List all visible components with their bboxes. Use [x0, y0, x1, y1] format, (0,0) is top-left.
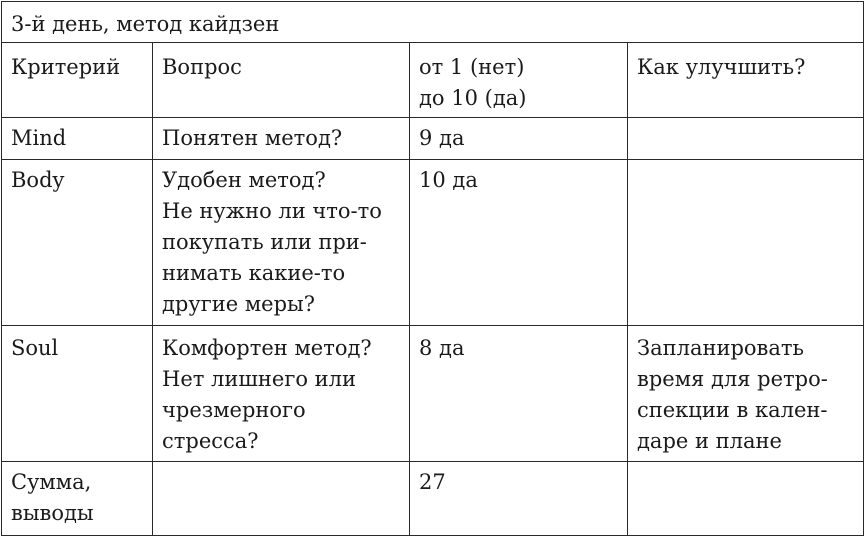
table-title: 3-й день, метод кайдзен	[2, 2, 864, 43]
cell-line: Mind	[11, 126, 67, 150]
cell-improve	[628, 326, 864, 462]
cell-line: Нет лишнего или	[162, 367, 356, 391]
cell-line: Понятен метод?	[162, 126, 343, 150]
table-header-row	[2, 43, 864, 118]
table-row-mind	[2, 118, 864, 160]
header-score-line: от 1 (нет)	[419, 55, 525, 79]
cell-improve	[628, 118, 864, 160]
cell-score: 9 да	[410, 118, 628, 160]
cell-line: чрезмерного	[162, 398, 306, 422]
cell-line: Запланировать	[637, 336, 804, 360]
cell-question	[153, 462, 410, 536]
cell-line: Soul	[11, 336, 59, 360]
cell-line: Body	[11, 168, 65, 192]
cell-line: стресса?	[162, 429, 259, 453]
cell-criterion	[2, 118, 153, 160]
cell-question	[153, 160, 410, 326]
cell-line: Комфортен метод?	[162, 336, 372, 360]
cell-line: выводы	[11, 501, 94, 525]
cell-question	[153, 326, 410, 462]
cell-score: 27	[410, 462, 628, 536]
cell-line: спекции в кален-	[637, 398, 828, 422]
cell-line: Сумма,	[11, 470, 92, 494]
header-score	[410, 43, 628, 118]
header-improve: Как улучшить?	[628, 43, 864, 118]
cell-criterion	[2, 326, 153, 462]
cell-improve	[628, 160, 864, 326]
cell-criterion	[2, 462, 153, 536]
cell-criterion	[2, 160, 153, 326]
table-row-sum	[2, 462, 864, 536]
header-question: Вопрос	[153, 43, 410, 118]
cell-question	[153, 118, 410, 160]
table-row-body	[2, 160, 864, 326]
cell-line: даре и плане	[637, 429, 782, 453]
cell-line: нимать какие-то	[162, 261, 346, 285]
cell-line: Удобен метод?	[162, 168, 326, 192]
cell-line: другие меры?	[162, 292, 316, 316]
table-row-soul	[2, 326, 864, 462]
header-score-line: до 10 (да)	[419, 86, 527, 110]
cell-line: Не нужно ли что-то	[162, 199, 382, 223]
table-title-row	[2, 2, 864, 43]
cell-line: время для ретро-	[637, 367, 828, 391]
kaizen-evaluation-table	[1, 1, 864, 536]
cell-line: покупать или при-	[162, 230, 367, 254]
cell-improve	[628, 462, 864, 536]
header-criterion: Критерий	[2, 43, 153, 118]
cell-score: 10 да	[410, 160, 628, 326]
cell-score: 8 да	[410, 326, 628, 462]
